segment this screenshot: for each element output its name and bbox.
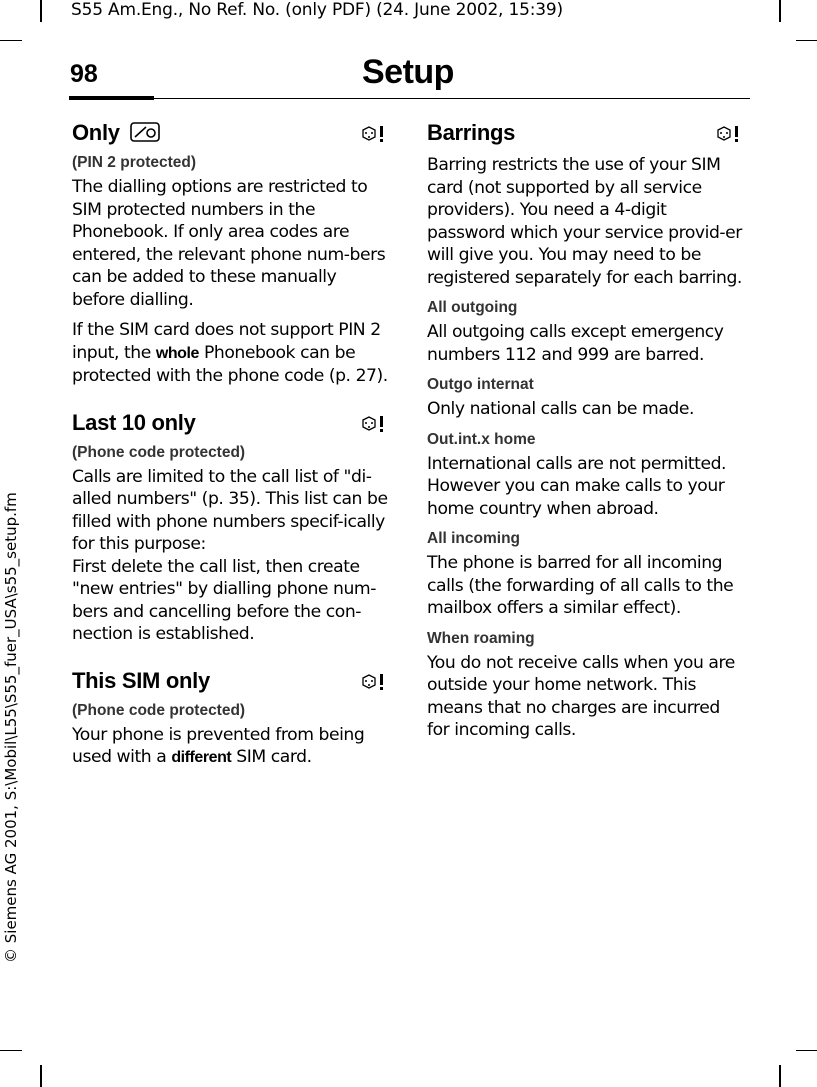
page-title: Setup: [362, 53, 454, 91]
heading-text: This SIM only: [72, 667, 210, 693]
paragraph: Calls are limited to the call list of "di-alled numbers" (p. 35). This list can be filled with phone numbers specif-ically for this purpose:: [72, 466, 388, 554]
emphasis: whole: [155, 344, 199, 362]
heading-text: Only: [72, 120, 120, 145]
section-heading: [72, 666, 390, 696]
paragraph: Barring restricts the use of your SIM card (not supported by all service providers). You need a 4-digit password which your service provid-er will give you. You may need to be registered separately for each barring.: [427, 155, 742, 288]
paragraph: First delete the call list, then create "new entries" by dialling phone num-bers and cancelling before the con-nection is established.: [72, 556, 376, 644]
crop-mark: [779, 0, 781, 22]
section-last-10: [72, 408, 390, 646]
text-run: Your phone is prevented from being used with a: [72, 724, 365, 767]
network-warning-icon: [360, 672, 388, 692]
barring-description: The phone is barred for all incoming calls (the forwarding of all calls to the mailbox offers a similar effect).: [427, 553, 734, 618]
key-icon: [130, 121, 160, 143]
crop-mark: [40, 0, 42, 22]
crop-mark: [796, 1050, 817, 1051]
section-barrings: [427, 118, 745, 742]
barring-label: Out.int.x home: [427, 430, 536, 448]
barring-description: International calls are not permitted. However you can make calls to your home country when abroad.: [427, 453, 727, 519]
barring-label: Outgo internat: [427, 376, 534, 393]
barring-label: All incoming: [427, 530, 520, 547]
right-column: [427, 118, 745, 760]
crop-mark: [0, 1050, 22, 1051]
network-warning-icon: [360, 414, 388, 434]
section-subheading: (Phone code protected): [72, 443, 246, 461]
crop-mark: [779, 1065, 781, 1087]
section-subheading: (Phone code protected): [72, 701, 246, 719]
barring-label: When roaming: [427, 629, 535, 647]
running-head: S55 Am.Eng., No Ref. No. (only PDF) (24. June 2002, 15:39): [71, 0, 563, 20]
emphasis: different: [171, 749, 232, 766]
left-column: [72, 118, 390, 788]
network-warning-icon: [715, 124, 743, 144]
network-warning-icon: [360, 124, 388, 144]
header-rule-accent: [69, 96, 154, 100]
copyright-path: © Siemens AG 2001, S:\Mobil\L55\S55_fuer_USA\s55_setup.fm: [2, 492, 20, 963]
text-run: If the SIM card does not support PIN 2 input, the: [72, 320, 381, 363]
crop-mark: [40, 1065, 42, 1087]
text-run: Phonebook can be protected with the phone code (p. 27).: [72, 342, 388, 386]
paragraph: The dialling options are restricted to SIM protected numbers in the Phonebook. If only area codes are entered, the relevant phone num-bers can be added to these manually before dialling.: [72, 177, 386, 310]
heading-text: Last 10 only: [72, 409, 196, 435]
crop-mark: [0, 40, 22, 41]
paragraph: [72, 724, 390, 770]
heading-text: Barrings: [427, 120, 516, 145]
section-heading: [72, 408, 390, 438]
section-this-sim-only: [72, 666, 390, 770]
text-run: SIM card.: [231, 747, 312, 767]
section-only: [72, 118, 390, 388]
barring-description: All outgoing calls except emergency numbers 112 and 999 are barred.: [427, 322, 724, 365]
header-rule: [69, 98, 750, 99]
crop-mark: [796, 40, 817, 41]
barring-label: All outgoing: [427, 299, 518, 316]
section-heading: [427, 118, 745, 148]
page-number: 98: [70, 60, 98, 88]
paragraph: [72, 319, 390, 388]
section-subheading: (PIN 2 protected): [72, 154, 197, 171]
barring-description: Only national calls can be made.: [427, 399, 695, 419]
barring-description: You do not receive calls when you are outside your home network. This means that no charges are incurred for incoming calls.: [427, 652, 735, 740]
section-heading: [72, 118, 390, 148]
